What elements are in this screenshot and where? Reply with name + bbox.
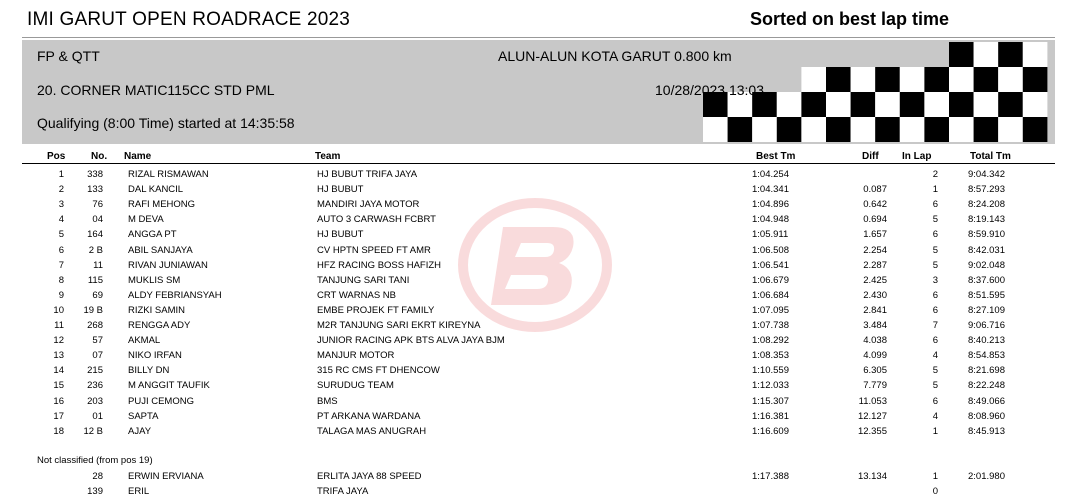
cell-pos: 16 — [53, 395, 64, 407]
cell-no: 28 — [92, 471, 103, 482]
flag-cell — [974, 42, 999, 67]
class-name: 20. CORNER MATIC115CC STD PML — [37, 82, 275, 98]
flag-cell — [851, 92, 876, 117]
cell-name: AKMAL — [128, 335, 161, 347]
cell-best: 1:07.738 — [752, 320, 789, 331]
track-location: ALUN-ALUN KOTA GARUT 0.800 km — [498, 48, 732, 64]
table-row — [0, 350, 1080, 365]
cell-name: DAL KANCIL — [128, 184, 184, 196]
cell-best: 1:04.341 — [752, 184, 789, 196]
cell-best: 1:12.033 — [752, 380, 789, 392]
cell-diff: 12.127 — [857, 410, 887, 422]
cell-diff: 2.430 — [863, 289, 887, 301]
table-row — [0, 260, 1080, 275]
cell-total: 8:45.913 — [968, 425, 1005, 437]
cell-best: 1:10.559 — [752, 365, 789, 377]
cell-pos: 4 — [58, 214, 64, 226]
cell-pos: 5 — [58, 229, 64, 241]
cell-team: BMS — [317, 395, 338, 407]
cell-name: RIZKI SAMIN — [128, 304, 186, 316]
flag-cell — [949, 92, 974, 117]
cell-lap: 1 — [932, 184, 938, 196]
cell-best: 1:16.609 — [752, 425, 789, 437]
cell-pos: 8 — [58, 274, 64, 286]
cell-name: ANGGA PT — [128, 229, 177, 241]
cell-no: 2 B — [88, 244, 103, 256]
table-row — [0, 335, 1080, 350]
cell-team: PT ARKANA WARDANA — [317, 410, 421, 422]
cell-team: HJ BUBUT — [317, 184, 364, 196]
cell-lap: 6 — [932, 199, 938, 211]
not-classified-label: Not classified (from pos 19) — [37, 455, 153, 466]
table-row — [0, 365, 1080, 380]
cell-total: 9:02.048 — [968, 259, 1005, 271]
cell-team: JUNIOR RACING APK BTS ALVA JAYA BJM — [317, 335, 505, 347]
cell-pos: 2 — [58, 184, 64, 196]
cell-lap: 0 — [932, 486, 938, 498]
table-row — [0, 320, 1080, 335]
cell-best: 1:06.541 — [752, 259, 789, 271]
cell-diff: 2.254 — [863, 244, 887, 256]
cell-diff: 2.841 — [863, 304, 887, 316]
cell-best: 1:04.254 — [752, 169, 789, 180]
cell-team: 315 RC CMS FT DHENCOW — [317, 365, 440, 377]
session-datetime: 10/28/2023 13:03 — [655, 82, 764, 98]
cell-name: ALDY FEBRIANSYAH — [128, 289, 222, 301]
cell-pos: 6 — [58, 244, 64, 256]
flag-cell — [851, 117, 876, 142]
cell-name: RIZAL RISMAWAN — [128, 169, 209, 180]
table-row — [0, 396, 1080, 411]
cell-diff: 0.087 — [863, 184, 887, 196]
cell-diff: 2.425 — [863, 274, 887, 286]
flag-cell — [924, 67, 949, 92]
cell-pos: 17 — [53, 410, 64, 422]
cell-no: 133 — [87, 184, 103, 196]
table-row — [0, 169, 1080, 184]
cell-lap: 6 — [932, 289, 938, 301]
table-row — [0, 199, 1080, 214]
col-name: Name — [124, 151, 152, 162]
cell-best: 1:06.679 — [752, 274, 789, 286]
cell-no: 01 — [92, 410, 103, 422]
cell-total: 8:22.248 — [968, 380, 1005, 392]
cell-team: ERLITA JAYA 88 SPEED — [317, 471, 422, 482]
table-row — [0, 214, 1080, 229]
cell-best: 1:15.307 — [752, 395, 789, 407]
cell-lap: 1 — [932, 471, 938, 482]
cell-name: NIKO IRFAN — [128, 350, 182, 362]
table-row — [0, 305, 1080, 320]
cell-lap: 5 — [932, 244, 938, 256]
cell-total: 8:08.960 — [968, 410, 1005, 422]
cell-lap: 6 — [932, 304, 938, 316]
cell-lap: 5 — [932, 365, 938, 377]
cell-pos: 10 — [53, 304, 64, 316]
col-total: Total Tm — [970, 151, 1011, 162]
cell-no: 11 — [93, 259, 103, 271]
flag-cell — [974, 117, 999, 142]
cell-name: M DEVA — [128, 214, 164, 226]
flag-cell — [1023, 67, 1048, 92]
col-team: Team — [315, 151, 341, 162]
cell-lap: 2 — [932, 169, 938, 180]
cell-best: 1:06.508 — [752, 244, 789, 256]
session-header — [22, 40, 1055, 144]
flag-cell — [949, 67, 974, 92]
cell-total: 8:54.853 — [968, 350, 1005, 362]
cell-lap: 5 — [932, 380, 938, 392]
cell-team: MANDIRI JAYA MOTOR — [317, 199, 420, 211]
cell-lap: 5 — [932, 259, 938, 271]
cell-team: SURUDUG TEAM — [317, 380, 394, 392]
flag-cell — [900, 92, 925, 117]
cell-name: ABIL SANJAYA — [128, 244, 193, 256]
cell-lap: 1 — [932, 425, 938, 437]
cell-no: 115 — [87, 274, 103, 286]
qualifying-info: Qualifying (8:00 Time) started at 14:35:58 — [37, 115, 295, 131]
cell-lap: 6 — [932, 395, 938, 407]
flag-cell — [949, 42, 974, 67]
cell-name: MUKLIS SM — [128, 274, 181, 286]
cell-diff: 4.038 — [863, 335, 887, 347]
cell-name: ERIL — [128, 486, 150, 498]
column-divider — [22, 163, 1055, 164]
cell-total: 8:49.066 — [968, 395, 1005, 407]
cell-best: 1:04.948 — [752, 214, 789, 226]
cell-no: 76 — [92, 199, 103, 211]
title-divider — [22, 37, 1055, 38]
cell-team: TRIFA JAYA — [317, 486, 369, 498]
cell-no: 139 — [87, 486, 103, 498]
cell-diff: 1.657 — [863, 229, 887, 241]
cell-lap: 3 — [932, 274, 938, 286]
cell-total: 8:59.910 — [968, 229, 1005, 241]
cell-total: 8:27.109 — [968, 304, 1005, 316]
flag-cell — [777, 92, 802, 117]
cell-diff: 7.779 — [863, 380, 887, 392]
flag-cell — [1023, 92, 1048, 117]
cell-total: 8:37.600 — [968, 274, 1005, 286]
cell-total: 2:01.980 — [968, 471, 1005, 482]
cell-diff: 2.287 — [863, 259, 887, 271]
cell-team: MANJUR MOTOR — [317, 350, 395, 362]
cell-team: AUTO 3 CARWASH FCBRT — [317, 214, 436, 226]
flag-cell — [1023, 117, 1048, 142]
col-best: Best Tm — [756, 151, 796, 162]
flag-cell — [900, 117, 925, 142]
flag-cell — [900, 67, 925, 92]
table-row — [0, 275, 1080, 290]
cell-total: 8:51.595 — [968, 289, 1005, 301]
cell-diff: 12.355 — [857, 425, 887, 437]
table-row — [0, 229, 1080, 244]
cell-name: BILLY DN — [128, 365, 170, 377]
cell-no: 203 — [87, 395, 103, 407]
cell-best: 1:04.896 — [752, 199, 789, 211]
cell-total: 9:06.716 — [968, 320, 1005, 331]
flag-cell — [752, 117, 777, 142]
cell-diff: 11.053 — [858, 395, 887, 407]
cell-diff: 6.305 — [863, 365, 887, 377]
cell-team: M2R TANJUNG SARI EKRT KIREYNA — [317, 320, 481, 331]
cell-team: CV HPTN SPEED FT AMR — [317, 244, 431, 256]
cell-best: 1:08.353 — [752, 350, 789, 362]
flag-cell — [974, 92, 999, 117]
cell-name: M ANGGIT TAUFIK — [128, 380, 210, 392]
session-name: FP & QTT — [37, 48, 100, 64]
cell-diff: 0.642 — [863, 199, 887, 211]
cell-diff: 0.694 — [863, 214, 887, 226]
cell-lap: 4 — [932, 350, 938, 362]
flag-cell — [801, 67, 826, 92]
cell-best: 1:06.684 — [752, 289, 789, 301]
cell-best: 1:05.911 — [752, 229, 789, 241]
cell-pos: 13 — [53, 350, 64, 362]
flag-cell — [826, 67, 851, 92]
cell-no: 12 B — [83, 425, 103, 437]
cell-pos: 11 — [54, 320, 64, 331]
cell-no: 19 B — [83, 304, 103, 316]
table-row — [0, 486, 1080, 501]
cell-total: 8:21.698 — [968, 365, 1005, 377]
cell-best: 1:08.292 — [752, 335, 789, 347]
flag-cell — [924, 92, 949, 117]
cell-pos: 9 — [58, 289, 64, 301]
cell-name: RIVAN JUNIAWAN — [128, 259, 208, 271]
cell-total: 8:40.213 — [968, 335, 1005, 347]
cell-lap: 6 — [932, 335, 938, 347]
cell-no: 07 — [92, 350, 103, 362]
cell-pos: 7 — [58, 259, 64, 271]
cell-team: CRT WARNAS NB — [317, 289, 397, 301]
flag-cell — [949, 117, 974, 142]
event-title: IMI GARUT OPEN ROADRACE 2023 — [27, 9, 351, 30]
cell-no: 164 — [87, 229, 103, 241]
cell-best: 1:17.388 — [752, 471, 789, 482]
cell-no: 69 — [92, 289, 103, 301]
cell-pos: 14 — [53, 365, 64, 377]
cell-diff: 3.484 — [863, 320, 887, 331]
table-row — [0, 426, 1080, 441]
cell-name: RAFI MEHONG — [128, 199, 196, 211]
cell-team: HFZ RACING BOSS HAFIZH — [317, 259, 442, 271]
flag-cell — [998, 42, 1023, 67]
cell-name: RENGGA ADY — [128, 320, 191, 331]
col-pos: Pos — [47, 151, 66, 162]
flag-cell — [801, 117, 826, 142]
table-row — [0, 411, 1080, 426]
table-row — [0, 290, 1080, 305]
col-no: No. — [91, 151, 108, 162]
cell-pos: 12 — [53, 335, 64, 347]
cell-team: EMBE PROJEK FT FAMILY — [317, 304, 435, 316]
cell-total: 8:19.143 — [968, 214, 1005, 226]
flag-cell — [998, 92, 1023, 117]
cell-pos: 3 — [58, 199, 64, 211]
cell-best: 1:07.095 — [752, 304, 789, 316]
cell-name: ERWIN ERVIANA — [128, 471, 204, 482]
flag-cell — [851, 67, 876, 92]
table-row — [0, 245, 1080, 260]
flag-cell — [875, 67, 900, 92]
flag-cell — [826, 117, 851, 142]
cell-best: 1:16.381 — [752, 410, 789, 422]
cell-team: HJ BUBUT — [317, 229, 364, 241]
cell-lap: 5 — [932, 214, 938, 226]
cell-total: 8:24.208 — [968, 199, 1005, 211]
cell-diff: 4.099 — [863, 350, 887, 362]
cell-name: AJAY — [128, 425, 152, 437]
flag-cell — [924, 117, 949, 142]
flag-cell — [875, 92, 900, 117]
flag-cell — [1023, 42, 1048, 67]
cell-lap: 4 — [932, 410, 938, 422]
cell-no: 215 — [87, 365, 103, 377]
cell-total: 8:57.293 — [968, 184, 1005, 196]
table-row — [0, 471, 1080, 486]
cell-lap: 7 — [932, 320, 938, 331]
flag-cell — [826, 92, 851, 117]
cell-total: 8:42.031 — [968, 244, 1005, 256]
cell-name: SAPTA — [128, 410, 159, 422]
cell-lap: 6 — [932, 229, 938, 241]
flag-cell — [728, 117, 753, 142]
cell-no: 04 — [92, 214, 103, 226]
cell-no: 338 — [87, 169, 103, 180]
table-row — [0, 380, 1080, 395]
cell-team: HJ BUBUT TRIFA JAYA — [317, 169, 418, 180]
flag-cell — [703, 117, 728, 142]
cell-no: 268 — [87, 320, 103, 331]
cell-name: PUJI CEMONG — [128, 395, 194, 407]
flag-cell — [974, 67, 999, 92]
col-in-lap: In Lap — [902, 151, 932, 162]
flag-cell — [875, 117, 900, 142]
flag-cell — [998, 117, 1023, 142]
col-diff: Diff — [862, 151, 879, 162]
cell-total: 9:04.342 — [968, 169, 1005, 180]
cell-pos: 18 — [53, 425, 64, 437]
cell-diff: 13.134 — [857, 471, 887, 482]
sort-label: Sorted on best lap time — [750, 9, 950, 29]
table-row — [0, 184, 1080, 199]
cell-no: 57 — [92, 335, 103, 347]
cell-no: 236 — [87, 380, 103, 392]
flag-cell — [801, 92, 826, 117]
cell-team: TALAGA MAS ANUGRAH — [317, 425, 427, 437]
flag-cell — [998, 67, 1023, 92]
flag-cell — [777, 117, 802, 142]
cell-team: TANJUNG SARI TANI — [317, 274, 410, 286]
cell-pos: 15 — [53, 380, 64, 392]
cell-pos: 1 — [58, 169, 64, 180]
